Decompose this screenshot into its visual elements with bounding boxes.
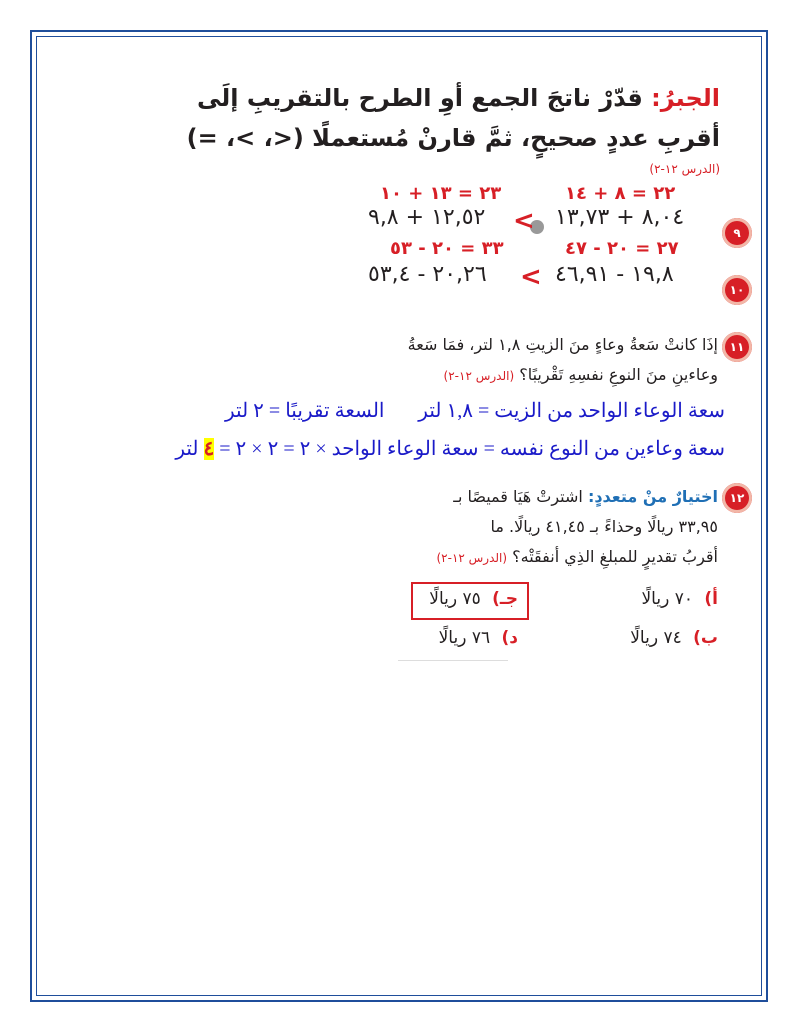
problem-11-badge: ١١: [722, 332, 752, 362]
answer-11-line-2: [175, 436, 725, 461]
problem-10-estimate-left: ٣٣ = ٢٠ - ٥٣: [390, 238, 504, 259]
cropped-line-fragment: [398, 660, 508, 661]
problem-10-badge: ١٠: [722, 275, 752, 305]
option-d-text: ٧٦ ريالًا: [438, 628, 491, 648]
problem-9-badge: ٩: [722, 218, 752, 248]
option-d-letter: د): [501, 628, 518, 648]
problem-11-text: [198, 330, 718, 391]
problem-9-comparison: <: [513, 206, 535, 236]
problem-12-line-1-text: اشترتْ هَيَا قميصًا بـ: [453, 487, 583, 506]
heading-line-1: [80, 78, 720, 118]
heading-lesson-ref: (الدرس ١٢-٢): [649, 162, 720, 176]
problem-11-line-2: [198, 360, 718, 391]
problem-11-question: وعاءينِ منَ النوعِ نفسِهِ تَقْريبًا؟: [519, 365, 718, 384]
problem-11-lesson-ref: (الدرس ١٢-٢): [443, 369, 515, 383]
option-b-letter: ب): [693, 628, 718, 648]
problem-12-line-1: [298, 482, 718, 512]
problem-9-estimate-right: ٢٢ = ٨ + ١٤: [565, 183, 676, 204]
problem-10-expression-right: ١٩,٨ - ٤٦,٩١: [555, 262, 674, 287]
option-d[interactable]: [439, 628, 518, 648]
heading-keyword: الجبرُ:: [651, 84, 720, 112]
option-a-text: ٧٠ ريالًا: [641, 589, 693, 609]
problem-12-lesson-ref: (الدرس ١٢-٢): [436, 551, 508, 565]
problem-9-expression-right: ٨,٠٤ + ١٣,٧٣: [555, 205, 685, 230]
exercise-heading: [80, 78, 720, 158]
problem-10-expression-left: ٢٠,٢٦ - ٥٣,٤: [368, 262, 487, 287]
option-b[interactable]: [630, 628, 718, 648]
problem-10-comparison: <: [520, 262, 542, 292]
option-c[interactable]: [429, 589, 518, 609]
option-b-text: ٧٤ ريالًا: [630, 628, 682, 648]
problem-10-estimate-right: ٢٧ = ٢٠ - ٤٧: [565, 238, 679, 259]
problem-12-line-2: ٣٣,٩٥ ريالًا وحذاءً بـ ٤١,٤٥ ريالًا. ما: [490, 517, 718, 536]
option-a[interactable]: [641, 589, 718, 609]
problem-12-line-3: [298, 542, 718, 573]
answer-11-result: ٤: [203, 438, 215, 460]
problem-11-line-1: إذَا كانتْ سَعةُ وعاءٍ منَ الزيتِ ١,٨ لتر، فمَا سَعةُ: [407, 335, 718, 354]
answer-11-unit: لتر: [175, 438, 199, 460]
option-c-letter: جـ): [492, 589, 518, 609]
answer-11-work: سعة وعاءين من النوع نفسه = سعة الوعاء الواحد × ٢ = ٢ × ٢ =: [219, 438, 725, 460]
answer-11-line-1-right: سعة الوعاء الواحد من الزيت = ١,٨ لتر: [418, 400, 725, 422]
problem-9-expression-left: ١٢,٥٢ + ٩,٨: [368, 205, 486, 230]
option-c-text: ٧٥ ريالًا: [429, 589, 481, 609]
problem-9-estimate-left: ٢٣ = ١٣ + ١٠: [380, 183, 502, 204]
problem-12-title: اختيارٌ منْ متعددٍ:: [587, 487, 718, 506]
problem-12-badge: ١٢: [722, 483, 752, 513]
heading-text-1: قدّرْ ناتجَ الجمع أوِ الطرح بالتقريبِ إلَى: [196, 84, 643, 112]
problem-12-text: [298, 482, 718, 573]
option-a-letter: أ): [704, 589, 718, 609]
problem-12-question: أقربُ تقديرٍ للمبلغِ الذِي أنفقَتْه؟: [512, 547, 718, 566]
heading-line-2: أقربِ عددٍ صحيحٍ، ثمَّ قارنْ مُستعملًا (<، >، =): [186, 124, 720, 152]
answer-11-line-1-left: السعة تقريبًا = ٢ لتر: [225, 400, 385, 422]
